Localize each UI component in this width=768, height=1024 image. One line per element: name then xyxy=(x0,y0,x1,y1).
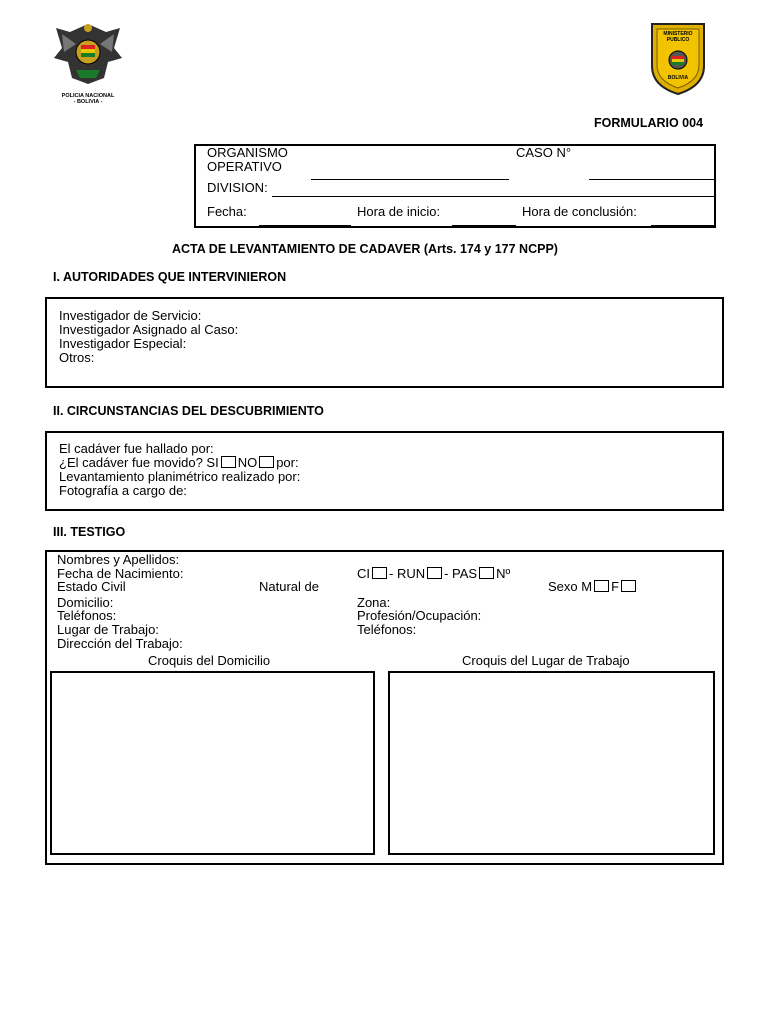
domicilio: Domicilio: xyxy=(57,595,114,610)
document-title: ACTA DE LEVANTAMIENTO DE CADAVER (Arts. 174 y 177 NCPP) xyxy=(172,242,558,256)
hora-inicio-label: Hora de inicio: xyxy=(357,204,441,219)
direccion-trabajo: Dirección del Trabajo: xyxy=(57,636,183,651)
croquis-domicilio-label: Croquis del Domicilio xyxy=(148,653,271,668)
logo-text-ministerio: MINISTERIO xyxy=(663,31,693,37)
investigador-especial: Investigador Especial: xyxy=(59,336,187,351)
logo-text-publico: PUBLICO xyxy=(666,37,690,43)
pas-checkbox[interactable] xyxy=(479,567,494,579)
fecha-label: Fecha: xyxy=(207,204,247,219)
movido-row xyxy=(59,456,299,470)
lugar-trabajo: Lugar de Trabajo: xyxy=(57,622,159,637)
logo-text-bolivia: BOLIVIA xyxy=(667,75,689,81)
estado-civil: Estado Civil xyxy=(57,579,126,594)
section1-heading: I. AUTORIDADES QUE INTERVINIERON xyxy=(53,270,287,284)
fecha-line[interactable] xyxy=(259,225,351,226)
sexo-f-checkbox[interactable] xyxy=(621,580,636,592)
profesion-ocupacion: Profesión/Ocupación: xyxy=(357,608,482,623)
telefonos-trabajo: Teléfonos: xyxy=(357,622,417,637)
natural-de: Natural de xyxy=(259,579,319,594)
levantamiento-planimetrico: Levantamiento planimétrico realizado por: xyxy=(59,469,301,484)
ci-label: CI xyxy=(357,566,370,581)
croquis-domicilio-box[interactable] xyxy=(50,671,375,855)
fecha-nacimiento: Fecha de Nacimiento: xyxy=(57,566,184,581)
organismo-line[interactable] xyxy=(311,179,509,180)
nombres-apellidos: Nombres y Apellidos: xyxy=(57,552,180,567)
otros: Otros: xyxy=(59,350,95,365)
hora-inicio-line[interactable] xyxy=(452,225,516,226)
caso-label: CASO N° xyxy=(516,145,572,160)
documento-row xyxy=(357,567,510,581)
sexo-m-checkbox[interactable] xyxy=(594,580,609,592)
policia-nacional-logo xyxy=(50,18,126,105)
ci-checkbox[interactable] xyxy=(372,567,387,579)
numero-label: Nº xyxy=(496,566,511,581)
si-checkbox[interactable] xyxy=(221,456,236,468)
run-checkbox[interactable] xyxy=(427,567,442,579)
croquis-trabajo-box[interactable] xyxy=(388,671,715,855)
logo-caption-line1: POLICIA NACIONAL xyxy=(61,93,115,99)
pas-label: - PAS xyxy=(444,566,478,581)
division-label: DIVISION: xyxy=(207,180,268,195)
organismo-label-1: ORGANISMO xyxy=(207,145,288,160)
croquis-trabajo-label: Croquis del Lugar de Trabajo xyxy=(462,653,630,668)
no-label: NO xyxy=(237,455,258,470)
hora-conclusion-line[interactable] xyxy=(651,225,715,226)
ministerio-publico-logo xyxy=(648,20,708,96)
investigador-asignado: Investigador Asignado al Caso: xyxy=(59,322,239,337)
hora-conclusion-label: Hora de conclusión: xyxy=(522,204,637,219)
telefonos-domicilio: Teléfonos: xyxy=(57,608,117,623)
sexo-m-label: Sexo M xyxy=(548,579,593,594)
section3-heading: III. TESTIGO xyxy=(53,525,126,539)
por-label: por: xyxy=(276,455,299,470)
hallado-por: El cadáver fue hallado por: xyxy=(59,441,214,456)
form-code: FORMULARIO 004 xyxy=(594,116,704,130)
zona: Zona: xyxy=(357,595,391,610)
logo-caption-line2: - BOLIVIA - xyxy=(73,99,103,105)
section2-heading: II. CIRCUNSTANCIAS DEL DESCUBRIMIENTO xyxy=(53,404,324,418)
division-line[interactable] xyxy=(272,196,715,197)
fotografia: Fotografía a cargo de: xyxy=(59,483,187,498)
organismo-label-2: OPERATIVO xyxy=(207,159,282,174)
no-checkbox[interactable] xyxy=(259,456,274,468)
sexo-row xyxy=(548,580,638,594)
caso-line[interactable] xyxy=(589,179,715,180)
eagle-emblem-icon xyxy=(50,18,126,88)
run-label: - RUN xyxy=(389,566,426,581)
movido-si-label: ¿El cadáver fue movido? SI xyxy=(59,455,219,470)
investigador-servicio: Investigador de Servicio: xyxy=(59,308,202,323)
sexo-f-label: F xyxy=(611,579,620,594)
